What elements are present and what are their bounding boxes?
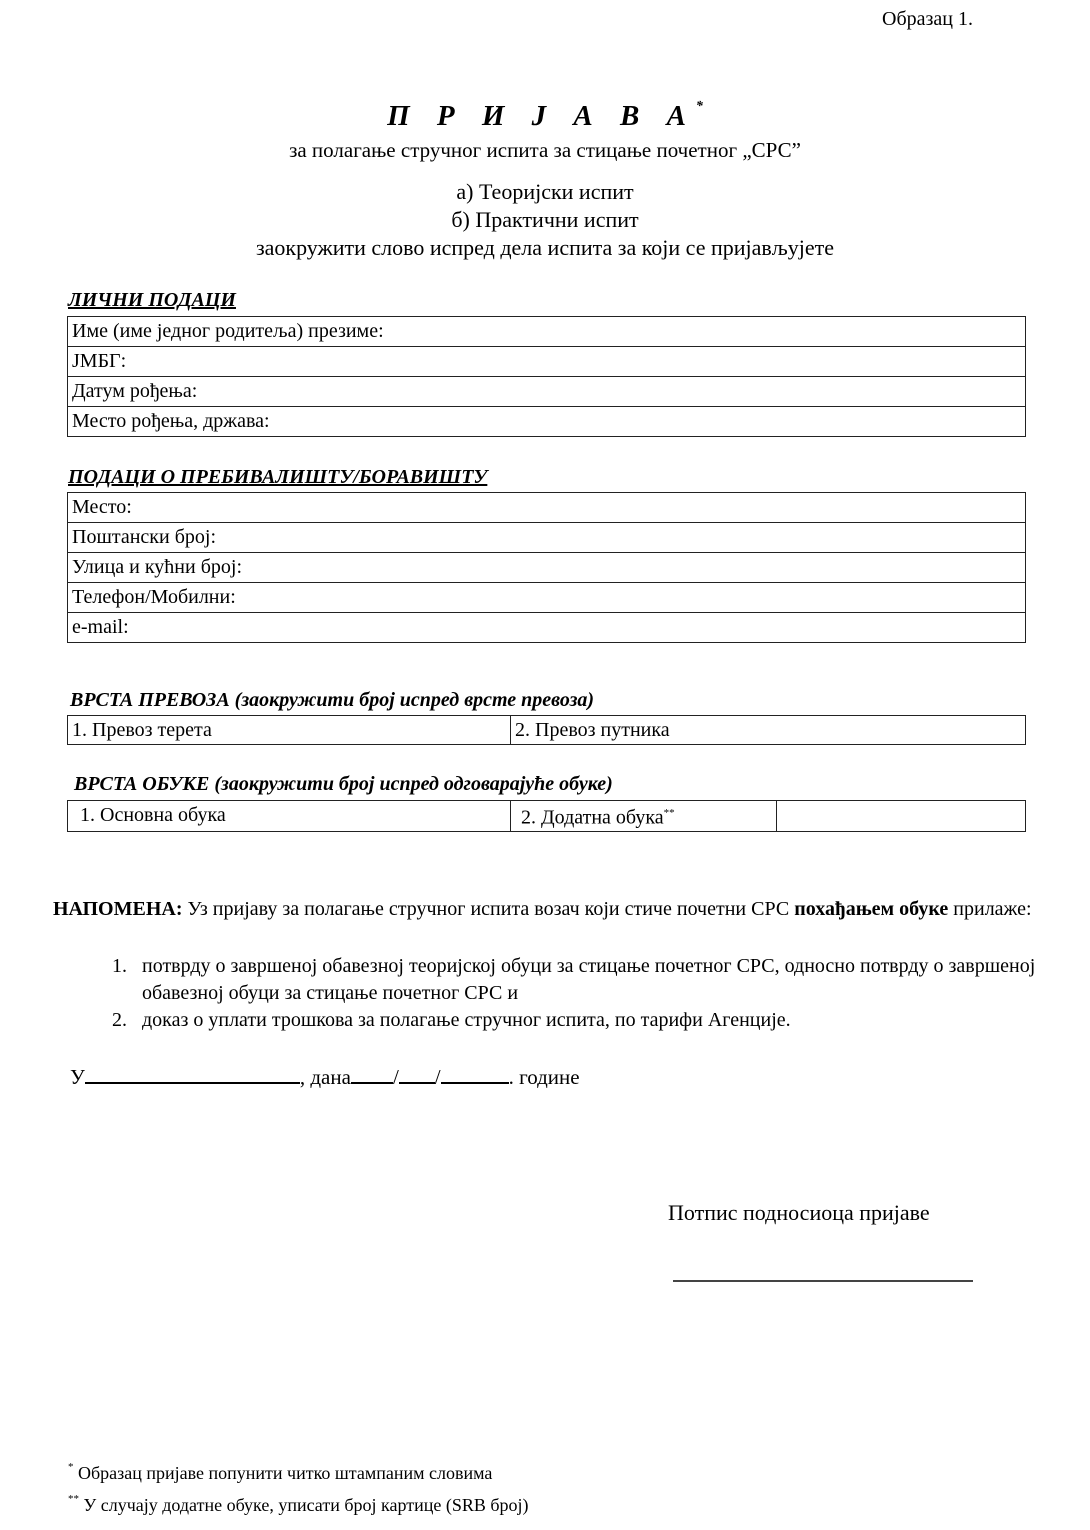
exam-options bbox=[0, 178, 1090, 262]
table-row bbox=[68, 553, 1026, 583]
phone-field[interactable]: Телефон/Мобилни: bbox=[68, 583, 1026, 613]
training-additional-footnote-marker: ** bbox=[663, 807, 675, 819]
transport-type-table bbox=[67, 715, 1026, 745]
training-type-note: (заокружити број испред одговарајуће обуке) bbox=[214, 773, 613, 795]
date-separator: / bbox=[392, 1065, 399, 1089]
srb-number-field[interactable] bbox=[777, 801, 1026, 832]
residence-table bbox=[67, 492, 1026, 643]
table-row bbox=[68, 801, 1026, 832]
table-row bbox=[68, 377, 1026, 407]
training-type-heading bbox=[74, 773, 613, 796]
table-row bbox=[68, 407, 1026, 437]
email-field[interactable]: e-mail: bbox=[68, 613, 1026, 643]
attachments-list bbox=[100, 953, 1050, 1034]
transport-option-passenger[interactable]: 2. Превоз путника bbox=[511, 716, 1026, 745]
date-prefix: , дана bbox=[299, 1065, 351, 1089]
street-field[interactable]: Улица и кућни број: bbox=[68, 553, 1026, 583]
full-name-field[interactable]: Име (име једног родитеља) презиме: bbox=[68, 317, 1026, 347]
note-paragraph bbox=[53, 895, 1038, 923]
list-item-number: 1. bbox=[112, 955, 127, 977]
signature-label: Потпис подносиоца пријаве bbox=[668, 1200, 930, 1225]
jmbg-field[interactable]: ЈМБГ: bbox=[68, 347, 1026, 377]
day-field[interactable] bbox=[351, 1062, 393, 1084]
year-field[interactable] bbox=[441, 1062, 509, 1084]
footnote-marker: ** bbox=[68, 1493, 79, 1505]
page-subtitle: за полагање стручног испита за стицање почетног „СРС” bbox=[289, 138, 801, 162]
transport-type-note: (заокружити број испред врсте превоза) bbox=[234, 689, 595, 711]
date-suffix: . године bbox=[508, 1065, 580, 1089]
table-row bbox=[68, 613, 1026, 643]
title-text: П Р И Ј А В А bbox=[387, 100, 696, 132]
footnote-text: У случају додатне обуке, уписати број картице (SRB број) bbox=[79, 1495, 529, 1515]
month-field[interactable] bbox=[399, 1062, 435, 1084]
note-label: НАПОМЕНА: bbox=[53, 898, 183, 920]
signature-field[interactable] bbox=[673, 1280, 973, 1282]
postal-code-field[interactable]: Поштански број: bbox=[68, 523, 1026, 553]
title-footnote-marker: * bbox=[695, 99, 703, 115]
transport-type-title: ВРСТА ПРЕВОЗА bbox=[70, 689, 230, 711]
table-row bbox=[68, 317, 1026, 347]
exam-options-instruction: заокружити слово испред дела испита за који се пријављујете bbox=[255, 235, 835, 260]
table-row bbox=[68, 347, 1026, 377]
footnote-2 bbox=[68, 1495, 529, 1516]
footnote-1 bbox=[68, 1463, 492, 1484]
training-option-additional[interactable] bbox=[511, 801, 777, 832]
birth-place-field[interactable]: Место рођења, држава: bbox=[68, 407, 1026, 437]
place-date-line bbox=[70, 1062, 580, 1090]
place-prefix: У bbox=[70, 1065, 85, 1089]
note-text-2: прилаже: bbox=[948, 898, 1032, 920]
table-row bbox=[68, 716, 1026, 745]
footnote-text: Образац пријаве попунити читко штампаним словима bbox=[73, 1463, 493, 1483]
table-row bbox=[68, 583, 1026, 613]
page-title bbox=[0, 100, 1090, 133]
personal-data-heading: ЛИЧНИ ПОДАЦИ bbox=[68, 289, 236, 311]
residence-heading: ПОДАЦИ О ПРЕБИВАЛИШТУ/БОРАВИШТУ bbox=[68, 466, 488, 488]
place-field[interactable] bbox=[85, 1062, 300, 1084]
footnote-marker: * bbox=[68, 1461, 74, 1473]
training-option-additional-label: 2. Додатна обука bbox=[521, 806, 664, 829]
city-field[interactable]: Место: bbox=[68, 493, 1026, 523]
transport-type-heading bbox=[70, 689, 594, 712]
training-type-title: ВРСТА ОБУКЕ bbox=[74, 773, 210, 795]
list-item-text: потврду о завршеној обавезној теоријској обуци за стицање почетног СРС, односно потврду о завршеној обавезној обуци за стицање почетног СРС и bbox=[142, 955, 1036, 1004]
transport-option-cargo[interactable]: 1. Превоз терета bbox=[68, 716, 511, 745]
list-item bbox=[100, 1007, 1050, 1034]
exam-option-theory[interactable]: а) Теоријски испит bbox=[456, 179, 634, 204]
training-type-table bbox=[67, 800, 1026, 832]
form-number: Образац 1. bbox=[882, 8, 973, 30]
note-bold-text: похађањем обуке bbox=[794, 898, 949, 920]
date-separator: / bbox=[434, 1065, 441, 1089]
birth-date-field[interactable]: Датум рођења: bbox=[68, 377, 1026, 407]
table-row bbox=[68, 523, 1026, 553]
personal-data-table bbox=[67, 316, 1026, 437]
exam-option-practical[interactable]: б) Практични испит bbox=[451, 207, 639, 232]
note-text-1: Уз пријаву за полагање стручног испита возач који стиче почетни СРС bbox=[182, 898, 795, 920]
list-item-text: доказ о уплати трошкова за полагање стручног испита, по тарифи Агенције. bbox=[142, 1009, 791, 1031]
training-option-basic[interactable]: 1. Основна обука bbox=[68, 801, 511, 832]
list-item bbox=[100, 953, 1050, 1007]
list-item-number: 2. bbox=[112, 1009, 127, 1031]
table-row bbox=[68, 493, 1026, 523]
